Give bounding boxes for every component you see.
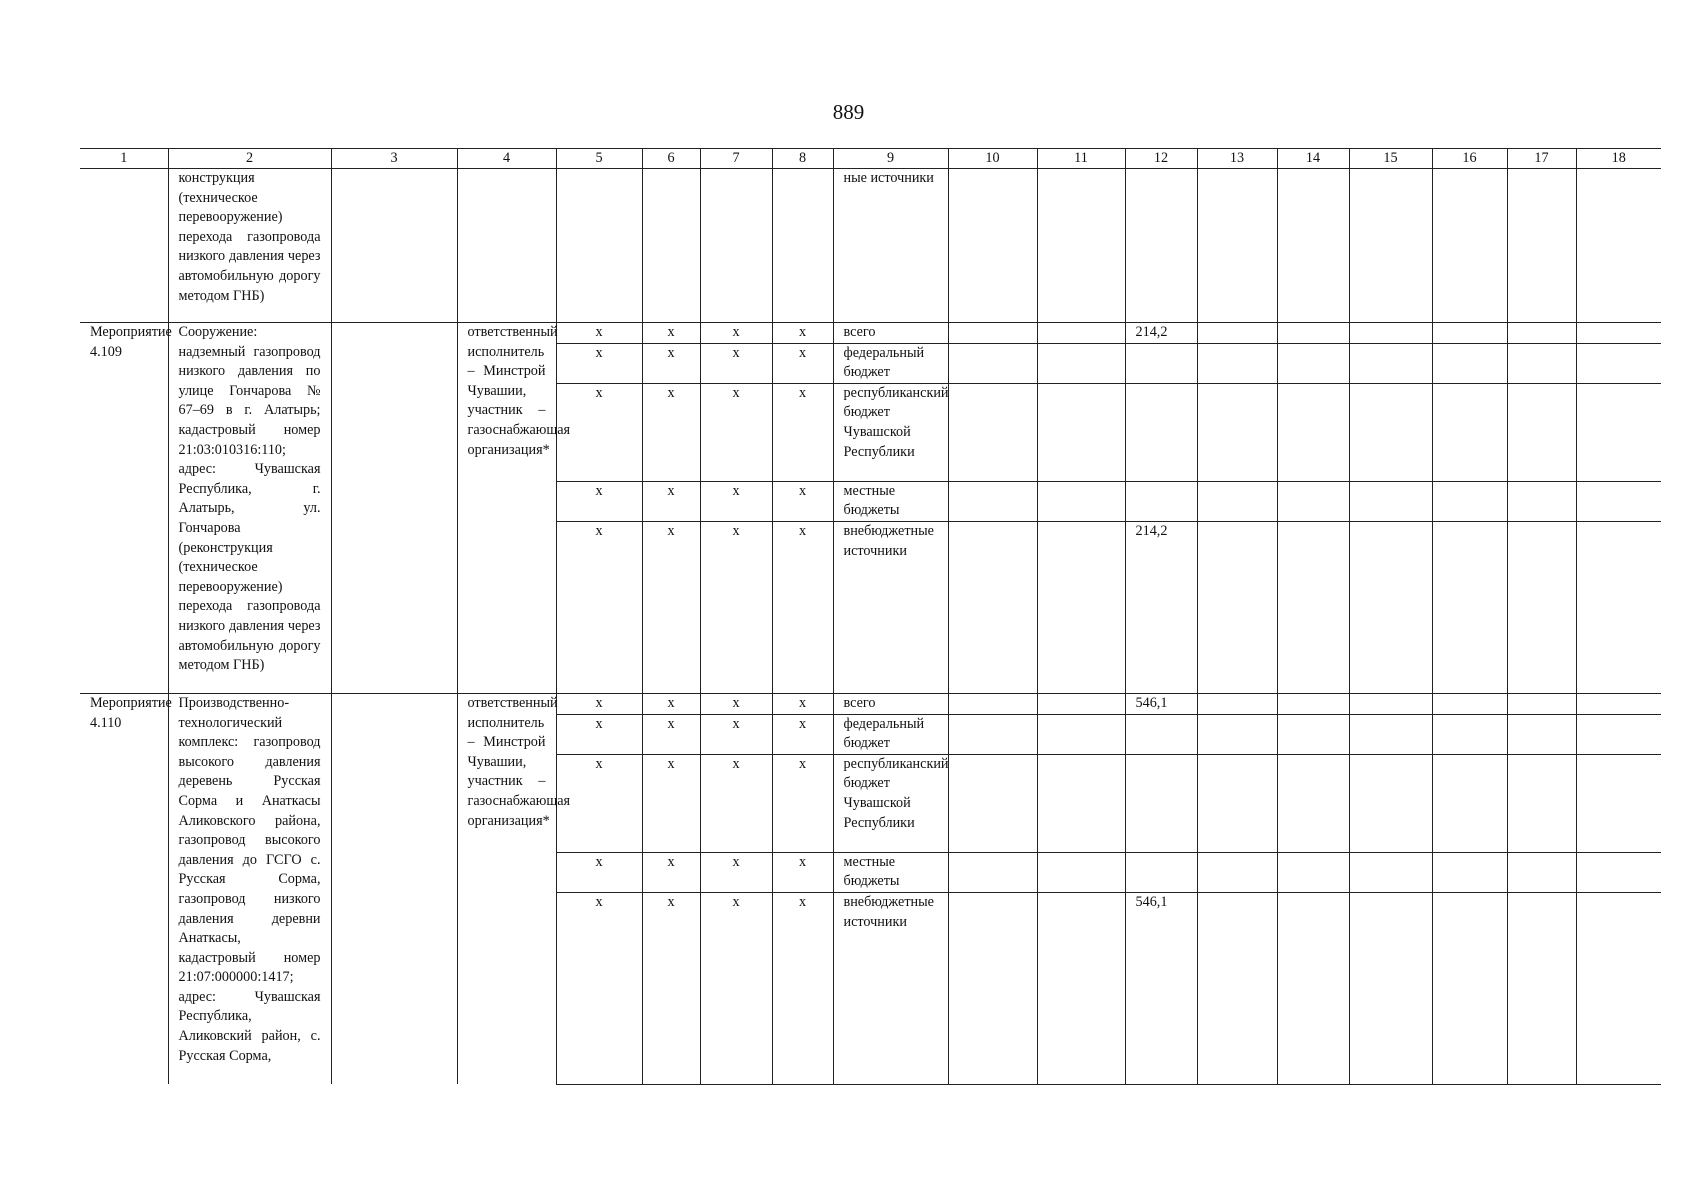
cell-c10 [948, 892, 1037, 1084]
cell-c8: х [772, 852, 833, 892]
column-header-7: 7 [700, 149, 772, 169]
cell-c10 [948, 852, 1037, 892]
cell-c13 [1197, 343, 1277, 383]
cell-c18 [1576, 343, 1661, 383]
column-header-15: 15 [1349, 149, 1432, 169]
cell-c17 [1507, 343, 1576, 383]
cell-c8: х [772, 323, 833, 344]
funding-source: внебюджетные источники [833, 892, 948, 1084]
column-header-13: 13 [1197, 149, 1277, 169]
cell-c6: х [642, 481, 700, 521]
cell-c11 [1037, 343, 1125, 383]
cell-c15 [1349, 714, 1432, 754]
cell-c7: х [700, 852, 772, 892]
cell-c16 [1432, 481, 1507, 521]
funding-source: республиканский бюджет Чувашской Республики [833, 754, 948, 852]
cell-c17 [1507, 521, 1576, 693]
cell-c18 [1576, 892, 1661, 1084]
cell-c18 [1576, 714, 1661, 754]
cell-c11 [1037, 521, 1125, 693]
cell-c13 [1197, 852, 1277, 892]
cell-c5: х [556, 892, 642, 1084]
cell-c16 [1432, 323, 1507, 344]
funding-source: республиканский бюджет Чувашской Республики [833, 383, 948, 481]
cell-c14 [1277, 323, 1349, 344]
cell-c5: х [556, 323, 642, 344]
cell-c11 [1037, 323, 1125, 344]
cell-c11 [1037, 481, 1125, 521]
cell-c12-amount [1125, 714, 1197, 754]
cell-c14 [1277, 383, 1349, 481]
cell-c7: х [700, 693, 772, 714]
cell-c10 [948, 383, 1037, 481]
cell-c5: х [556, 521, 642, 693]
cell-c14 [1277, 892, 1349, 1084]
cell-c10 [948, 714, 1037, 754]
column-header-9: 9 [833, 149, 948, 169]
cell-c12-amount [1125, 481, 1197, 521]
funding-source: федеральный бюджет [833, 714, 948, 754]
column-header-1: 1 [80, 149, 168, 169]
column-header-8: 8 [772, 149, 833, 169]
column-header-10: 10 [948, 149, 1037, 169]
cell-c5: х [556, 383, 642, 481]
continued-row [80, 169, 1661, 323]
cell-c12-amount: 214,2 [1125, 521, 1197, 693]
funding-source: местные бюджеты [833, 852, 948, 892]
header-row [80, 149, 1661, 169]
cell-c14 [1277, 852, 1349, 892]
measure-1-row-1 [80, 323, 1661, 344]
cell-c16 [1432, 383, 1507, 481]
cell-c18 [1576, 754, 1661, 852]
funding-source: федеральный бюджет [833, 343, 948, 383]
cell-c7: х [700, 521, 772, 693]
cell-c7: х [700, 323, 772, 344]
cell-c12-amount: 214,2 [1125, 323, 1197, 344]
cell-c5: х [556, 481, 642, 521]
cell-c18 [1576, 323, 1661, 344]
cell-c6: х [642, 521, 700, 693]
column-header-17: 17 [1507, 149, 1576, 169]
column-header-14: 14 [1277, 149, 1349, 169]
cell-c8: х [772, 754, 833, 852]
cell-c15 [1349, 323, 1432, 344]
measure-label: Мероприятие 4.109 [80, 323, 168, 694]
column-header-5: 5 [556, 149, 642, 169]
column-header-18: 18 [1576, 149, 1661, 169]
cell-c12-amount [1125, 754, 1197, 852]
page-number: 889 [832, 100, 865, 124]
cell-c14 [1277, 754, 1349, 852]
measures-table [80, 148, 1661, 1085]
cell-c8: х [772, 521, 833, 693]
cell-c12-amount [1125, 852, 1197, 892]
cell-c12-amount: 546,1 [1125, 892, 1197, 1084]
cell-c6: х [642, 892, 700, 1084]
cell-c7: х [700, 754, 772, 852]
cell-c14 [1277, 343, 1349, 383]
cell-c1 [80, 169, 168, 323]
cell-c6: х [642, 383, 700, 481]
cell-c17 [1507, 892, 1576, 1084]
column-header-12: 12 [1125, 149, 1197, 169]
cell-c17 [1507, 383, 1576, 481]
cell-c10 [948, 343, 1037, 383]
cell-c17 [1507, 714, 1576, 754]
cell-c10 [948, 754, 1037, 852]
cell-c15 [1349, 343, 1432, 383]
column-header-4: 4 [457, 149, 556, 169]
cell-c17 [1507, 693, 1576, 714]
cell-c16 [1432, 852, 1507, 892]
cell-c13 [1197, 693, 1277, 714]
cell-c8: х [772, 693, 833, 714]
cell-c18 [1576, 383, 1661, 481]
cell-c13 [1197, 383, 1277, 481]
measure-executor: ответственный исполнитель – Минстрой Чувашии, участник – газоснабжающая организация* [457, 693, 556, 1084]
funding-source: всего [833, 323, 948, 344]
measure-description: Производственно-технологический комплекс: газопровод высокого давления деревень Русская Сорма и Анаткасы Аликовского района, газопровод высокого давления до ГСГО с. Русская Сорма, газопровод низкого давления деревни Анаткасы, кадастровый номер 21:07:000000:1417; адрес: Чувашская Республика, Аликовский район, с. Русская Сорма, [168, 693, 331, 1084]
measure-label: Мероприятие 4.110 [80, 693, 168, 1084]
cell-c16 [1432, 693, 1507, 714]
cell-c13 [1197, 481, 1277, 521]
cell-c17 [1507, 323, 1576, 344]
cell-c8: х [772, 343, 833, 383]
cell-c14 [1277, 521, 1349, 693]
cell-c17 [1507, 481, 1576, 521]
cell-c10 [948, 693, 1037, 714]
cell-c5: х [556, 343, 642, 383]
cell-c5: х [556, 754, 642, 852]
cell-c8: х [772, 383, 833, 481]
measure-description: Сооружение: надземный газопровод низкого давления по улице Гончарова № 67–69 в г. Алатырь; кадастровый номер 21:03:010316:110; адрес: Чувашская Республика, г. Алатырь, ул. Гончарова (реконструкция (техническое перевооружение) перехода газопровода низкого давления через автомобильную дорогу методом ГНБ) [168, 323, 331, 694]
cell-c13 [1197, 323, 1277, 344]
cell-c15 [1349, 481, 1432, 521]
cell-c8: х [772, 892, 833, 1084]
cell-c15 [1349, 754, 1432, 852]
cell-c7: х [700, 343, 772, 383]
cell-c17 [1507, 852, 1576, 892]
column-header-3: 3 [331, 149, 457, 169]
cell-c13 [1197, 521, 1277, 693]
continued-description: конструкция (техническое перевооружение) перехода газопровода низкого давления через автомобильную дорогу методом ГНБ) [168, 169, 331, 323]
cell-c12-amount [1125, 343, 1197, 383]
cell-c6: х [642, 852, 700, 892]
cell-c15 [1349, 852, 1432, 892]
cell-c12-amount: 546,1 [1125, 693, 1197, 714]
cell-c14 [1277, 693, 1349, 714]
cell-c11 [1037, 693, 1125, 714]
funding-source: внебюджетные источники [833, 521, 948, 693]
column-header-16: 16 [1432, 149, 1507, 169]
cell-c15 [1349, 521, 1432, 693]
cell-c18 [1576, 521, 1661, 693]
cell-c5: х [556, 693, 642, 714]
measure-2-row-1 [80, 693, 1661, 714]
cell-c10 [948, 323, 1037, 344]
cell-c3 [331, 169, 457, 323]
cell-c16 [1432, 754, 1507, 852]
column-header-11: 11 [1037, 149, 1125, 169]
cell-c10 [948, 481, 1037, 521]
cell-c13 [1197, 754, 1277, 852]
cell-c14 [1277, 714, 1349, 754]
measure-executor: ответственный исполнитель – Минстрой Чувашии, участник – газоснабжающая организация* [457, 323, 556, 694]
cell-c11 [1037, 892, 1125, 1084]
measure-col3 [331, 693, 457, 1084]
cell-c6: х [642, 323, 700, 344]
cell-c16 [1432, 343, 1507, 383]
cell-c6: х [642, 693, 700, 714]
column-header-6: 6 [642, 149, 700, 169]
cell-c16 [1432, 521, 1507, 693]
cell-c6: х [642, 754, 700, 852]
cell-c6: х [642, 343, 700, 383]
cell-c7: х [700, 714, 772, 754]
cell-c15 [1349, 892, 1432, 1084]
cell-c18 [1576, 852, 1661, 892]
cell-c14 [1277, 481, 1349, 521]
cell-c5: х [556, 714, 642, 754]
cell-c7: х [700, 481, 772, 521]
cell-c13 [1197, 714, 1277, 754]
measure-col3 [331, 323, 457, 694]
cell-c8: х [772, 714, 833, 754]
funding-source: всего [833, 693, 948, 714]
cell-c18 [1576, 481, 1661, 521]
cell-c7: х [700, 892, 772, 1084]
funding-source: местные бюджеты [833, 481, 948, 521]
cell-c11 [1037, 383, 1125, 481]
cell-c17 [1507, 754, 1576, 852]
cell-c12-amount [1125, 383, 1197, 481]
cell-c11 [1037, 754, 1125, 852]
cell-c6: х [642, 714, 700, 754]
column-header-2: 2 [168, 149, 331, 169]
cell-c8: х [772, 481, 833, 521]
cell-c18 [1576, 693, 1661, 714]
cell-c15 [1349, 693, 1432, 714]
cell-c15 [1349, 383, 1432, 481]
cell-c4 [457, 169, 556, 323]
cell-c16 [1432, 714, 1507, 754]
cell-c10 [948, 521, 1037, 693]
cell-c13 [1197, 892, 1277, 1084]
cell-c11 [1037, 852, 1125, 892]
cell-c11 [1037, 714, 1125, 754]
cell-c5: х [556, 852, 642, 892]
continued-source: ные источники [833, 169, 948, 323]
cell-c7: х [700, 383, 772, 481]
cell-c16 [1432, 892, 1507, 1084]
